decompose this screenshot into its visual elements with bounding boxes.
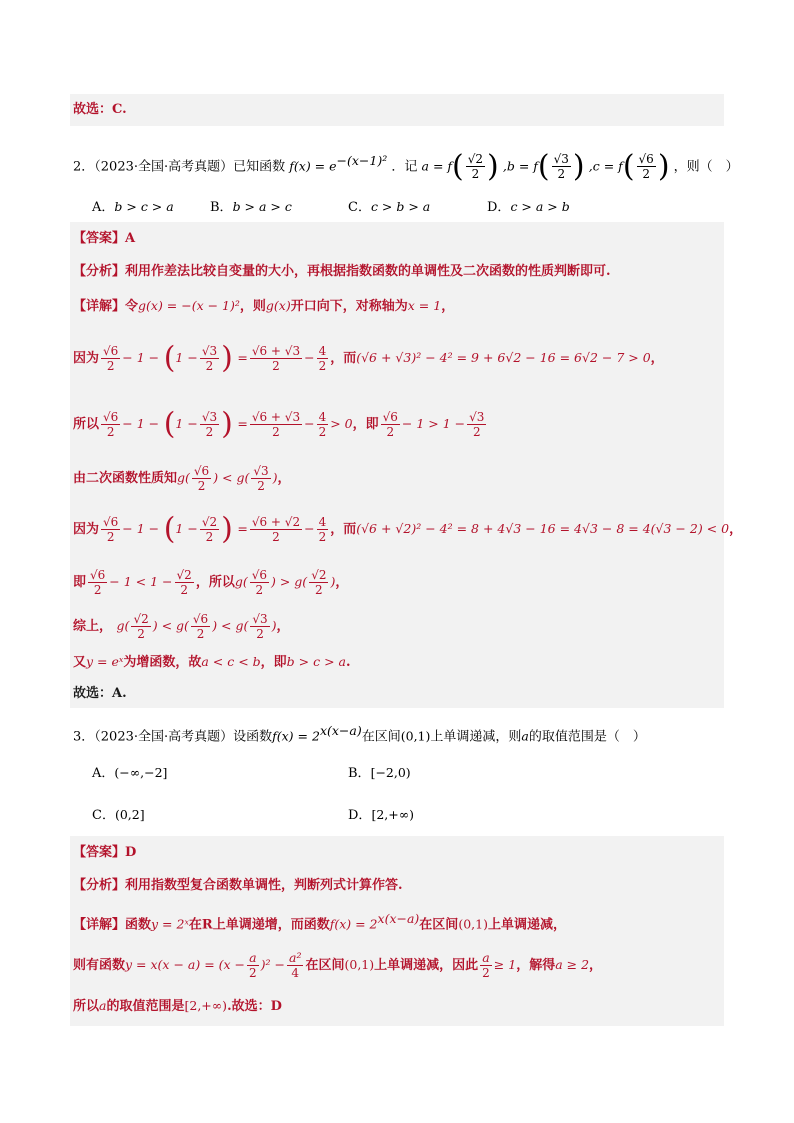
- q2-detail-head: 【详解】令g(x) = −(x − 1)²，则g(x)开口向下，对称轴为x = 1，: [73, 298, 455, 314]
- frac-root3-over-2: $\frac{√3}{2}$: [553, 152, 569, 182]
- q2-a-lhs: a = f: [421, 158, 453, 174]
- paren: (: [622, 148, 635, 184]
- paren: ): [487, 148, 499, 184]
- q2-answer: 【答案】A: [73, 231, 136, 246]
- q2-func: f(x) = e: [289, 158, 337, 174]
- frac-root2-over-2: $\frac{√2}{2}$: [467, 152, 484, 182]
- q3-analysis: 【分析】利用指数型复合函数单调性，判断列式计算作答.: [73, 878, 403, 893]
- q3-detail-1: 【详解】函数y = 2ˣ在R上单调递增，而函数$f(x) = 2^{x(x-a)}$在区间(0,1)上单调递减，: [73, 911, 566, 933]
- q2-option-b: B．b > a > c: [210, 199, 292, 215]
- q3-stem: 3．（2023·全国·高考真题）设函数$f(x) = 2^{x(x-a)}$在区间(0,1)上单调递减，则a的取值范围是（ ）: [73, 723, 646, 745]
- q2-analysis: 【分析】利用作差法比较自变量的大小，再根据指数函数的单调性及二次函数的性质判断即可.: [73, 264, 611, 279]
- q2-step-5: 即 $\frac{√6}{2}$ − 1 < 1 − $\frac{√2}{2}$ ，所以g( $\frac{√6}{2}$ ) > g( $\frac{√2}{2}$ )，: [73, 568, 349, 597]
- q3-detail-3: 所以a的取值范围是[2,+∞).故选：D: [73, 998, 282, 1014]
- q2-func-exp: −(x−1)²: [336, 153, 388, 168]
- q2-step-3: 由二次函数性质知g( $\frac{√6}{2}$ ) < g( $\frac{√3}{2}$ )，: [73, 464, 291, 493]
- q2-stem-suffix: ，则（ ）: [673, 159, 739, 175]
- q2-step-2: 所以 $\frac{√6}{2}$ − 1 − (1 − $\frac{√3}{2}$ ) = $\frac{√6 + √3}{2}$ − $\frac{4}{2}$ > 0，即 $\frac{√6}{2}$ − 1 > 1 − $\frac{√3}{2}$: [73, 406, 485, 442]
- q2-step-7: 又y = eˣ为增函数，故a < c < b，即b > c > a.: [73, 654, 351, 670]
- q3-option-b: B．[−2,0): [348, 765, 411, 781]
- q3-detail-2: 则有函数y = x(x − a) = (x − $\frac{a}{2}$ )² − $\frac{\text{a²}}{4}$ 在区间(0,1)上单调递减，因此 $\frac{a}{2}$ ≥ 1，解得a ≥ 2，: [73, 950, 603, 980]
- prev-answer-band: [70, 94, 724, 126]
- q2-option-d: D．c > a > b: [487, 199, 570, 215]
- q3-option-d: D．[2,+∞): [348, 807, 415, 823]
- prev-answer-line: 故选：C.: [73, 102, 127, 117]
- q3-option-a: A．(−∞,−2]: [92, 765, 168, 781]
- q2-final: 故选：A.: [73, 686, 127, 701]
- q2-c-lhs: ,c = f: [588, 158, 623, 174]
- paren: ): [657, 148, 670, 184]
- paren: (: [537, 148, 550, 184]
- q3-answer: 【答案】D: [73, 845, 137, 860]
- q2-stem-prefix: 2．（2023·全国·高考真题）已知函数: [73, 159, 286, 175]
- q2-b-lhs: ,b = f: [502, 158, 538, 174]
- q2-option-c: C．c > b > a: [348, 199, 431, 215]
- q2-step-4: 因为 $\frac{√6}{2}$ − 1 − (1 − $\frac{√2}{2}$ ) = $\frac{√6 + √2}{2}$ − $\frac{4}{2}$ ，而(√6 + √2)² − 4² = 8 + 4√3 − 16 = 4√3 − 8 = 4(√3 − 2) < 0，: [73, 511, 743, 547]
- q2-stem-mid: ．记: [391, 159, 418, 175]
- q3-option-c: C．(0,2]: [92, 807, 145, 823]
- q2-step-1: 因为 $\frac{√6}{2}$ − 1 − (1 − $\frac{√3}{2}$ ) = $\frac{√6 + √3}{2}$ − $\frac{4}{2}$ ，而(√6 + √3)² − 4² = 9 + 6√2 − 16 = 6√2 − 7 > 0，: [73, 340, 664, 376]
- q2-option-a: A．b > c > a: [92, 199, 174, 215]
- paren: (: [452, 148, 464, 184]
- frac-root6-over-2: $\frac{√6}{2}$: [638, 152, 654, 182]
- q2-stem: [73, 141, 739, 187]
- paren: ): [572, 148, 585, 184]
- q2-step-6: 综上， g( $\frac{√2}{2}$ ) < g( $\frac{√6}{2}$ ) < g( $\frac{√3}{2}$ )，: [73, 612, 290, 641]
